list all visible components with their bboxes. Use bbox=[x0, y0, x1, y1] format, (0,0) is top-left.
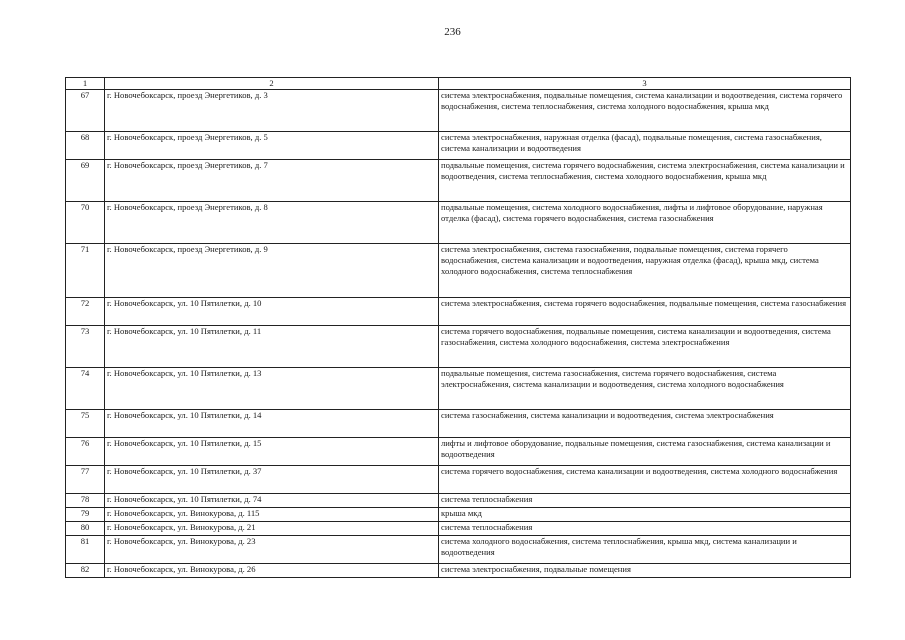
row-systems: система горячего водоснабжения, подвальные помещения, система канализации и водоотведения, система газоснабжения, система холодного водоснабжения, система электроснабжения bbox=[439, 326, 851, 368]
row-number: 74 bbox=[66, 368, 105, 410]
row-systems: система электроснабжения, подвальные помещения, система канализации и водоотведения, система горячего водоснабжения, система теплоснабжения, система холодного водоснабжения, крыша мкд bbox=[439, 90, 851, 132]
row-systems: система электроснабжения, система горячего водоснабжения, подвальные помещения, система газоснабжения bbox=[439, 298, 851, 326]
table-row bbox=[66, 410, 851, 438]
row-number: 75 bbox=[66, 410, 105, 438]
row-address: г. Новочебоксарск, ул. 10 Пятилетки, д. 37 bbox=[105, 466, 439, 494]
row-number: 76 bbox=[66, 438, 105, 466]
row-systems: подвальные помещения, система холодного водоснабжения, лифты и лифтовое оборудование, наружная отделка (фасад), система горячего водоснабжения, система газоснабжения bbox=[439, 202, 851, 244]
row-address: г. Новочебоксарск, ул. Винокурова, д. 115 bbox=[105, 508, 439, 522]
row-systems: система горячего водоснабжения, система канализации и водоотведения, система холодного водоснабжения bbox=[439, 466, 851, 494]
row-number: 79 bbox=[66, 508, 105, 522]
row-address: г. Новочебоксарск, ул. 10 Пятилетки, д. 15 bbox=[105, 438, 439, 466]
row-systems: система теплоснабжения bbox=[439, 494, 851, 508]
row-number: 72 bbox=[66, 298, 105, 326]
table-row bbox=[66, 132, 851, 160]
table-row bbox=[66, 494, 851, 508]
table-row bbox=[66, 90, 851, 132]
row-systems: система теплоснабжения bbox=[439, 522, 851, 536]
table-row bbox=[66, 438, 851, 466]
page-number: 236 bbox=[444, 26, 461, 38]
row-number: 70 bbox=[66, 202, 105, 244]
row-number: 69 bbox=[66, 160, 105, 202]
row-systems: подвальные помещения, система газоснабжения, система горячего водоснабжения, система электроснабжения, система канализации и водоотведения, система холодного водоснабжения bbox=[439, 368, 851, 410]
row-number: 78 bbox=[66, 494, 105, 508]
table-body bbox=[66, 90, 851, 578]
row-systems: система электроснабжения, наружная отделка (фасад), подвальные помещения, система газоснабжения, система канализации и водоотведения bbox=[439, 132, 851, 160]
row-address: г. Новочебоксарск, ул. Винокурова, д. 23 bbox=[105, 536, 439, 564]
table-row bbox=[66, 298, 851, 326]
row-systems: система электроснабжения, система газоснабжения, подвальные помещения, система горячего водоснабжения, система канализации и водоотведения, наружная отделка (фасад), крыша мкд, система холодного водоснабжения, система теплоснабжения bbox=[439, 244, 851, 298]
row-address: г. Новочебоксарск, проезд Энергетиков, д. 9 bbox=[105, 244, 439, 298]
row-address: г. Новочебоксарск, проезд Энергетиков, д. 8 bbox=[105, 202, 439, 244]
row-systems: система холодного водоснабжения, система теплоснабжения, крыша мкд, система канализации и водоотведения bbox=[439, 536, 851, 564]
row-address: г. Новочебоксарск, проезд Энергетиков, д. 5 bbox=[105, 132, 439, 160]
row-number: 68 bbox=[66, 132, 105, 160]
table-row bbox=[66, 564, 851, 578]
row-address: г. Новочебоксарск, ул. 10 Пятилетки, д. 14 bbox=[105, 410, 439, 438]
row-address: г. Новочебоксарск, ул. 10 Пятилетки, д. 13 bbox=[105, 368, 439, 410]
column-header-address: 2 bbox=[105, 78, 439, 90]
table-row bbox=[66, 368, 851, 410]
row-number: 82 bbox=[66, 564, 105, 578]
row-address: г. Новочебоксарск, ул. 10 Пятилетки, д. 74 bbox=[105, 494, 439, 508]
table-row bbox=[66, 508, 851, 522]
row-number: 73 bbox=[66, 326, 105, 368]
row-number: 71 bbox=[66, 244, 105, 298]
table-row bbox=[66, 522, 851, 536]
column-header-number: 1 bbox=[66, 78, 105, 90]
registry-table bbox=[65, 77, 851, 578]
row-systems: система газоснабжения, система канализации и водоотведения, система электроснабжения bbox=[439, 410, 851, 438]
row-number: 80 bbox=[66, 522, 105, 536]
table-row bbox=[66, 326, 851, 368]
row-systems: крыша мкд bbox=[439, 508, 851, 522]
row-systems: система электроснабжения, подвальные помещения bbox=[439, 564, 851, 578]
table-row bbox=[66, 466, 851, 494]
table-row bbox=[66, 202, 851, 244]
row-address: г. Новочебоксарск, ул. Винокурова, д. 26 bbox=[105, 564, 439, 578]
row-number: 77 bbox=[66, 466, 105, 494]
row-systems: подвальные помещения, система горячего водоснабжения, система электроснабжения, система канализации и водоотведения, система теплоснабжения, система холодного водоснабжения, крыша мкд bbox=[439, 160, 851, 202]
table-row bbox=[66, 160, 851, 202]
table-header-row bbox=[66, 78, 851, 90]
table-row bbox=[66, 536, 851, 564]
table-row bbox=[66, 244, 851, 298]
row-address: г. Новочебоксарск, ул. 10 Пятилетки, д. 10 bbox=[105, 298, 439, 326]
row-address: г. Новочебоксарск, проезд Энергетиков, д. 7 bbox=[105, 160, 439, 202]
row-address: г. Новочебоксарск, ул. 10 Пятилетки, д. 11 bbox=[105, 326, 439, 368]
row-number: 67 bbox=[66, 90, 105, 132]
column-header-systems: 3 bbox=[439, 78, 851, 90]
row-systems: лифты и лифтовое оборудование, подвальные помещения, система газоснабжения, система канализации и водоотведения bbox=[439, 438, 851, 466]
row-address: г. Новочебоксарск, проезд Энергетиков, д. 3 bbox=[105, 90, 439, 132]
row-number: 81 bbox=[66, 536, 105, 564]
row-address: г. Новочебоксарск, ул. Винокурова, д. 21 bbox=[105, 522, 439, 536]
